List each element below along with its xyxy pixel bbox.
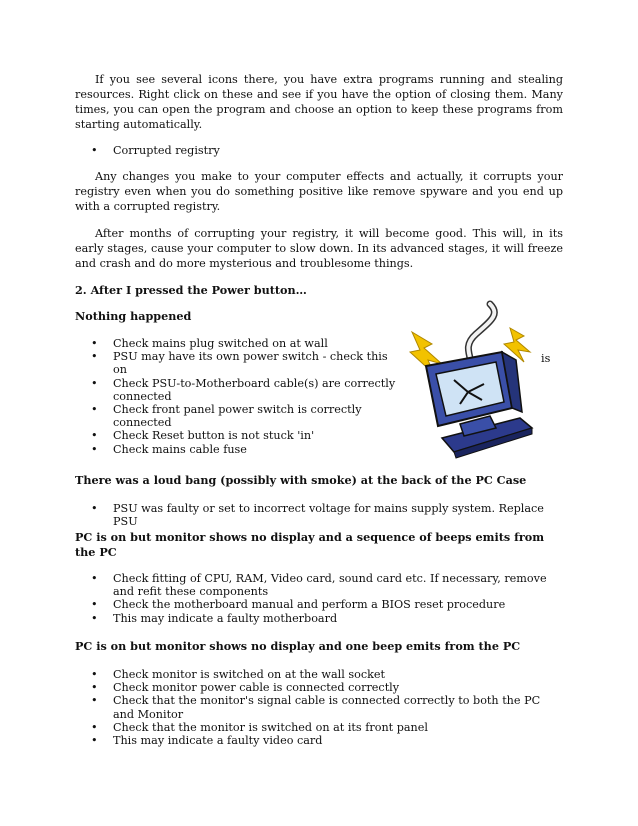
list-item: • Check that the monitor's signal cable is connected correctly to both the PC and Monitor xyxy=(75,694,563,720)
list-item: • Check fitting of CPU, RAM, Video card, sound card etc. If necessary, remove and refit these components xyxy=(75,572,563,598)
list-item: • Check PSU-to-Motherboard cable(s) are correctly connected xyxy=(75,377,413,403)
registry-bullet-list xyxy=(75,144,563,157)
heading-nothing-happened: Nothing happened xyxy=(75,309,192,323)
wrapped-word-is: is xyxy=(541,352,551,365)
list-item-continuation: on xyxy=(113,363,127,377)
list-item xyxy=(75,350,413,376)
heading-beeps-sequence: PC is on but monitor shows no display and a sequence of beeps emits from the PC xyxy=(75,530,545,559)
broken-computer-clipart xyxy=(398,300,536,460)
list-item: • Check monitor is switched on at the wall socket xyxy=(75,668,563,681)
list-item: • PSU was faulty or set to incorrect voltage for mains supply system. Replace PSU xyxy=(75,502,563,528)
heading-loud-bang: There was a loud bang (possibly with smoke) at the back of the PC Case xyxy=(75,473,527,487)
loud-bang-list xyxy=(75,502,563,528)
paragraph-extra-programs: If you see several icons there, you have extra programs running and stealing resources. Right click on these and see if you have the option of closing them. Many times, you can open the program and choose an option to keep these programs from starting automatically. xyxy=(75,73,563,131)
section-title: 2. After I pressed the Power button… xyxy=(75,283,307,297)
list-item: • Check front panel power switch is correctly connected xyxy=(75,403,413,429)
list-item-text: PSU may have its own power switch - check this xyxy=(113,350,388,364)
list-item: • Check the motherboard manual and perform a BIOS reset procedure xyxy=(75,598,563,611)
list-item: • Check monitor power cable is connected correctly xyxy=(75,681,563,694)
beeps-sequence-list xyxy=(75,572,563,625)
list-item: • Check that the monitor is switched on at its front panel xyxy=(75,721,563,734)
list-item: • This may indicate a faulty video card xyxy=(75,734,563,747)
paragraph-registry-changes: Any changes you make to your computer effects and actually, it corrupts your registry even when you do something positive like remove spyware and you end up with a corrupted registry. xyxy=(75,170,563,213)
one-beep-list xyxy=(75,668,563,747)
list-item: • Check mains cable fuse xyxy=(75,443,413,456)
heading-one-beep: PC is on but monitor shows no display and one beep emits from the PC xyxy=(75,639,521,653)
list-item: • This may indicate a faulty motherboard xyxy=(75,612,563,625)
list-item: • Corrupted registry xyxy=(75,144,563,157)
paragraph-registry-effects: After months of corrupting your registry, it will become good. This will, in its early stages, cause your computer to slow down. In its advanced stages, it will freeze and crash and do more mysterious and troublesome things. xyxy=(75,227,563,270)
list-item: • Check mains plug switched on at wall xyxy=(75,337,413,350)
list-item: • Check Reset button is not stuck 'in' xyxy=(75,429,413,442)
